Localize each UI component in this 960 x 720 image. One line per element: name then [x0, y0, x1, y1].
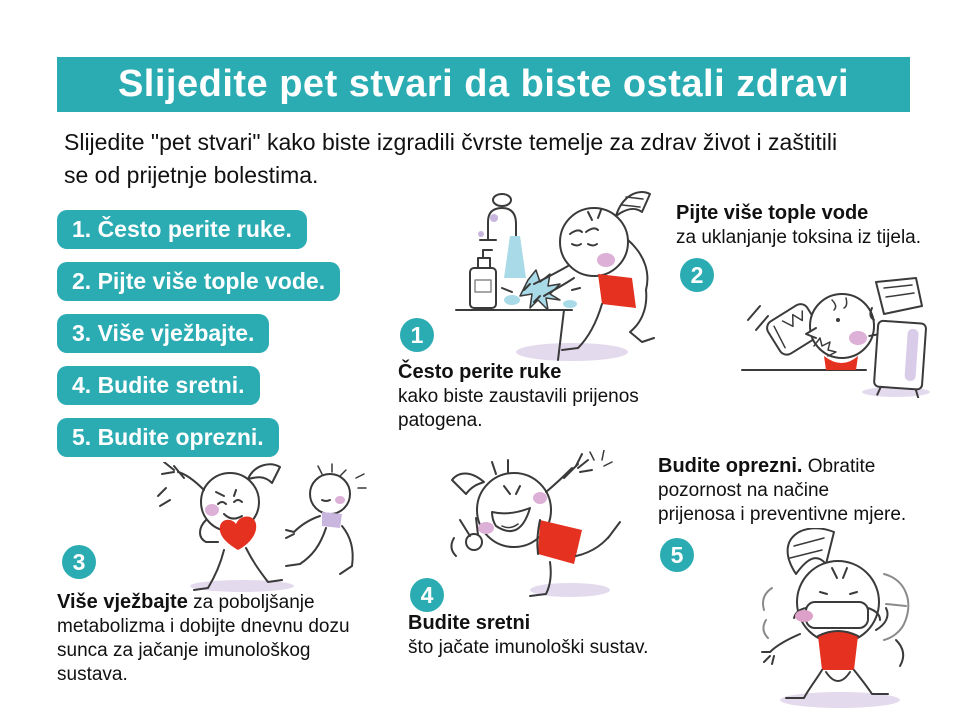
step-3-body: za poboljšanje metabolizma i dobijte dnevnu dozu sunca za jačanje imunološkog sustava. — [57, 592, 350, 685]
rule-pill-4: 4. Budite sretni. — [57, 366, 260, 405]
step-4-heading: Budite sretni — [408, 612, 531, 634]
step-5-heading: Budite oprezni. — [658, 455, 803, 477]
step-2-caption — [676, 201, 956, 250]
washing-hands-illustration — [450, 182, 660, 367]
masked-person-illustration — [738, 528, 933, 710]
rule-pill-5: 5. Budite oprezni. — [57, 418, 279, 457]
step-1-heading: Često perite ruke — [398, 361, 562, 383]
page-title: Slijedite pet stvari da biste ostali zdravi — [117, 63, 850, 105]
happy-person-illustration — [440, 450, 630, 602]
step-4-badge: 4 — [410, 578, 444, 612]
rule-pill-3: 3. Više vježbajte. — [57, 314, 269, 353]
step-4-caption — [408, 611, 688, 660]
step-5-badge: 5 — [660, 538, 694, 572]
step-1-badge: 1 — [400, 318, 434, 352]
drinking-water-illustration — [738, 276, 933, 398]
title-banner — [57, 57, 910, 112]
rule-pill-1: 1. Često perite ruke. — [57, 210, 307, 249]
step-5-body: Obratite pozornost na načine prijenosa i preventivne mjere. — [658, 456, 907, 525]
step-3-heading: Više vježbajte — [57, 591, 188, 613]
step-2-heading: Pijte više tople vode — [676, 202, 869, 224]
step-3-badge: 3 — [62, 545, 96, 579]
step-1-body: kako biste zaustavili prijenos patogena. — [398, 386, 639, 431]
step-2-badge: 2 — [680, 258, 714, 292]
rule-pill-2: 2. Pijte više tople vode. — [57, 262, 340, 301]
step-2-body: za uklanjanje toksina iz tijela. — [676, 227, 922, 248]
step-4-body: što jačate imunološki sustav. — [408, 637, 649, 658]
exercising-illustration — [140, 462, 370, 594]
step-1-caption — [398, 360, 656, 433]
intro-line-1: Slijedite "pet stvari" kako biste izgradili čvrste temelje za zdrav život i zaštitili — [64, 129, 838, 155]
intro-line-2: se od prijetnje bolestima. — [64, 162, 319, 188]
step-5-caption — [658, 454, 910, 527]
step-3-caption — [57, 590, 365, 687]
